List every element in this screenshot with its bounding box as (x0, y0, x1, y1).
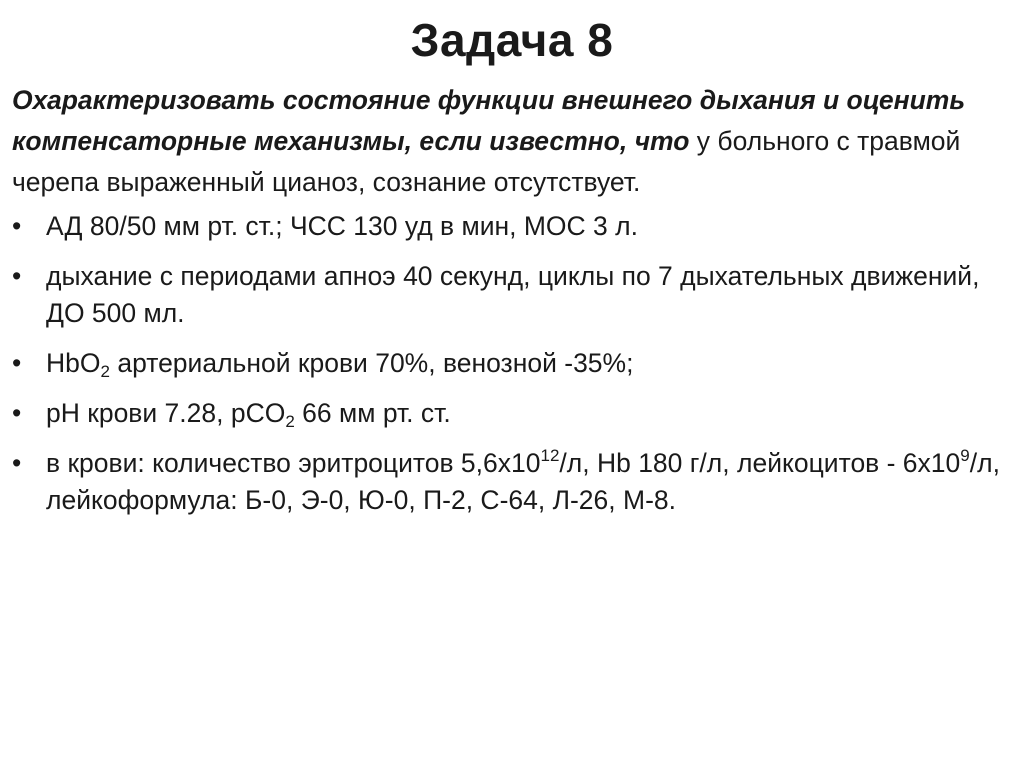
bullet-icon: • (12, 261, 22, 291)
bullet-icon: • (12, 211, 22, 241)
list-item (12, 258, 1012, 332)
bullet-icon: • (12, 348, 22, 378)
task-intro-emphasis: Охарактеризовать состояние функции внешнего дыхания и оценить компенсаторные механизмы, если известно, что (12, 85, 966, 156)
page-title: Задача 8 (410, 14, 614, 66)
task-intro-rest: у больного с травмой черепа выраженный цианоз, сознание отсутствует. (12, 126, 961, 197)
list-item (12, 208, 1012, 245)
list-item-text: дыхание с периодами апноэ 40 секунд, циклы по 7 дыхательных движений, ДО 500 мл. (46, 261, 980, 328)
list-item-text: АД 80/50 мм рт. ст.; ЧСС 130 уд в мин, МОС 3 л. (46, 211, 638, 241)
data-list (12, 208, 1012, 532)
task-intro (12, 80, 1012, 203)
list-item-text: pH крови 7.28, pCO$_2$ 66 мм рт. ст. (46, 398, 451, 431)
bullet-icon: • (12, 398, 22, 428)
list-item-text: HbO$_2$ артериальной крови 70%, венозной -35%; (46, 348, 634, 381)
list-item (12, 345, 1012, 382)
list-item (12, 445, 1012, 519)
list-item (12, 395, 1012, 432)
bullet-icon: • (12, 448, 22, 478)
list-item-text: в крови: количество эритроцитов $5,6х10^{12}/л$, Hb 180 г/л, лейкоцитов - $6х10^9/л$, лейкоформула: Б-0, Э-0, Ю-0, П-2, С-64, Л-26, М-8. (46, 446, 1000, 515)
